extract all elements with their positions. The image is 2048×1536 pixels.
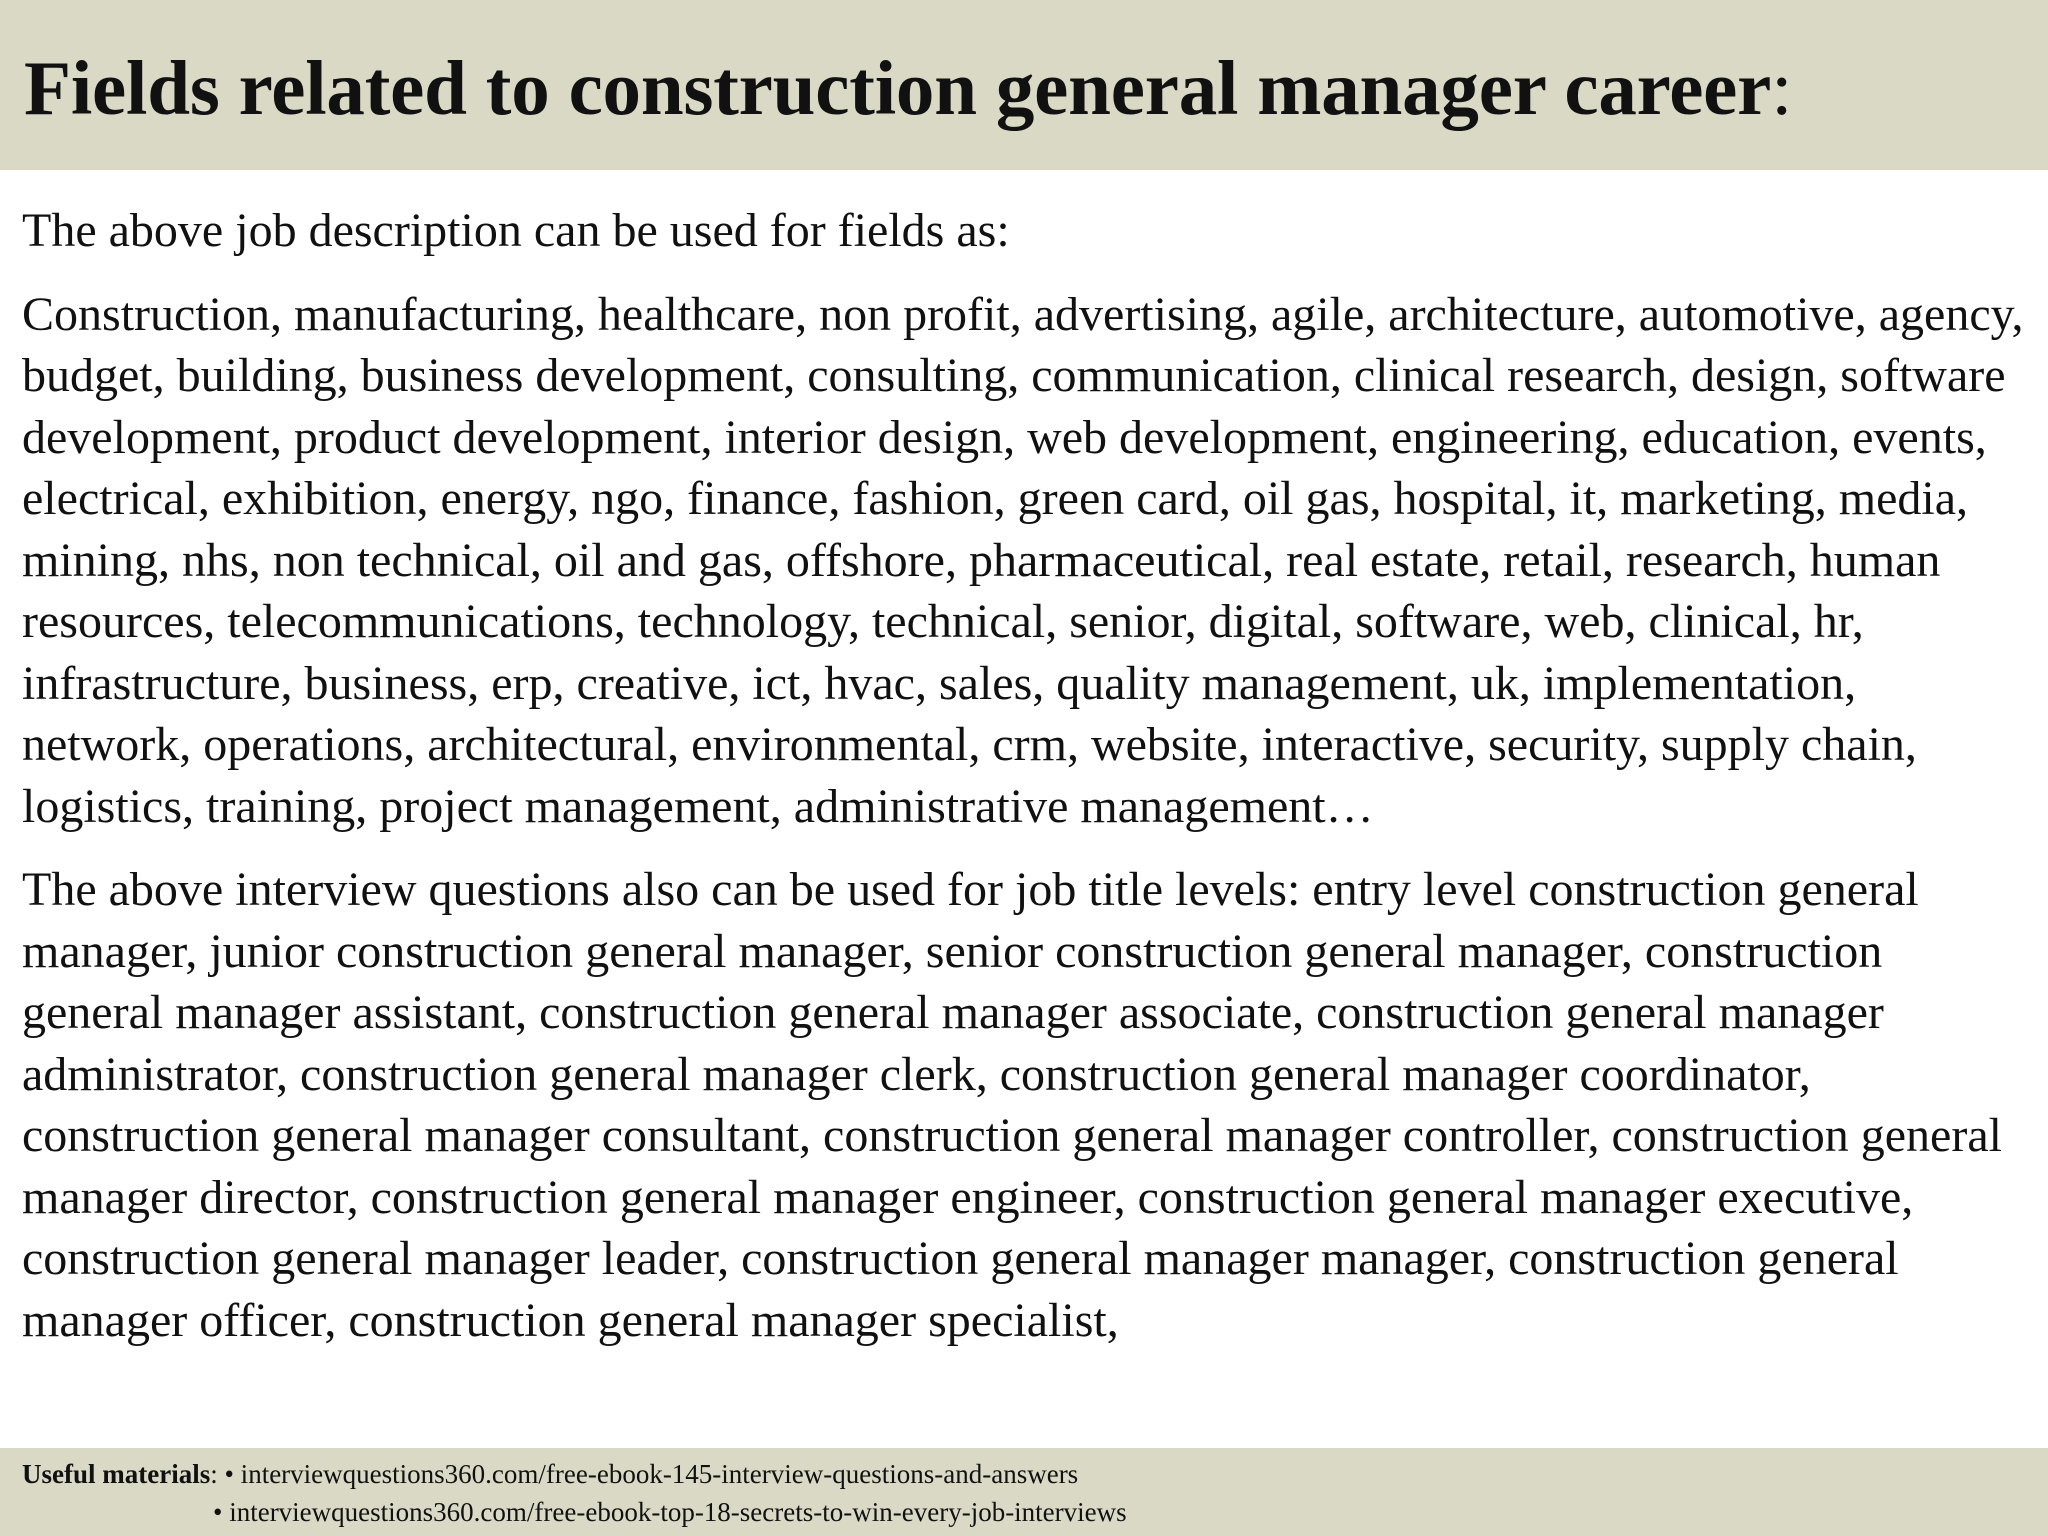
useful-materials-label: Useful materials xyxy=(22,1459,211,1489)
job-levels-text: The above interview questions also can be used for job title levels: entry level construction general manager, junior construction general manager, senior construction general manager, construction general manager assistant, construction general manager associate, construction general manager administrator, construction general manager clerk, construction general manager coordinator, construction general manager consultant, construction general manager controller, construction general manager director, construction general manager engineer, construction general manager executive, construction general manager leader, construction general manager manager, construction general manager officer, construction general manager specialist, xyxy=(22,863,2002,1347)
footer-link-1[interactable]: • interviewquestions360.com/free-ebook-145-interview-questions-and-answers xyxy=(224,1459,1079,1489)
footer-row-1 xyxy=(22,1456,1078,1492)
slide-title xyxy=(24,40,1792,136)
intro-text: The above job description can be used for fields as: xyxy=(22,204,1010,257)
footer-row-2 xyxy=(213,1494,1127,1530)
footer-link-2[interactable]: • interviewquestions360.com/free-ebook-top-18-secrets-to-win-every-job-interviews xyxy=(213,1497,1127,1527)
fields-list-text: Construction, manufacturing, healthcare, non profit, advertising, agile, architecture, automotive, agency, budget, building, business development, consulting, communication, clinical research, design, software development, product development, interior design, web development, engineering, education, events, electrical, exhibition, energy, ngo, finance, fashion, green card, oil gas, hospital, it, marketing, media, mining, nhs, non technical, oil and gas, offshore, pharmaceutical, real estate, retail, research, human resources, telecommunications, technology, technical, senior, digital, software, web, clinical, hr, infrastructure, business, erp, creative, ict, hvac, sales, quality management, uk, implementation, network, operations, architectural, environmental, crm, website, interactive, security, supply chain, logistics, training, project management, administrative management… xyxy=(22,287,2024,833)
slide-content xyxy=(22,200,2032,1446)
slide-title-text: Fields related to construction general manager career xyxy=(24,45,1772,131)
footer-bar xyxy=(0,1448,2048,1536)
footer-separator: : xyxy=(210,1459,225,1489)
title-bar xyxy=(0,0,2048,170)
slide-title-colon: : xyxy=(1771,45,1793,131)
